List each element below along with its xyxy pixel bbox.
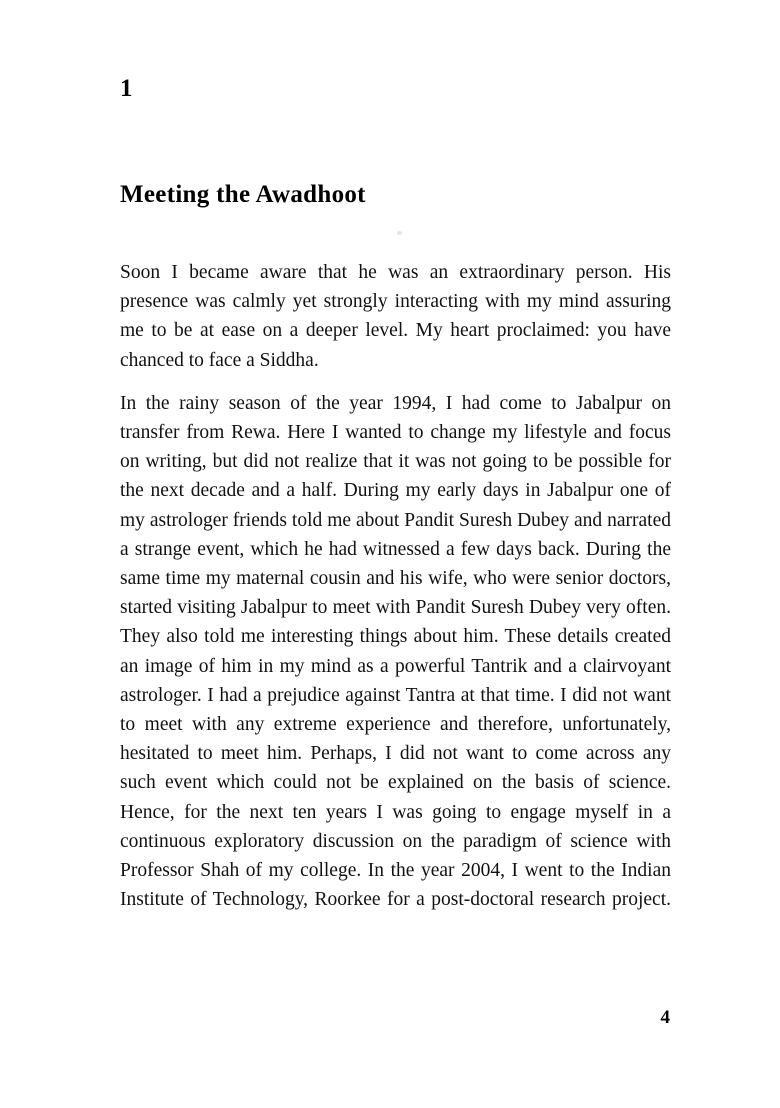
body-text (120, 258, 671, 914)
page-number: 4 (660, 1007, 670, 1028)
scan-artifact-speck (397, 231, 402, 235)
paragraph: In the rainy season of the year 1994, I had come to Jabalpur on transfer from Rewa. Here I wanted to change my lifestyle and focus on writing, but did not realize that it was not going to be possible for the next decade and a half. During my early days in Jabalpur one of my astrologer friends told me about Pandit Suresh Dubey and narrated a strange event, which he had witnessed a few days back. During the same time my maternal cousin and his wife, who were senior doctors, started visiting Jabalpur to meet with Pandit Suresh Dubey very often. They also told me interesting things about him. These details created an image of him in my mind as a powerful Tantrik and a clairvoyant astrologer. I had a prejudice against Tantra at that time. I did not want to meet with any extreme experience and therefore, unfortunately, hesitated to meet him. Perhaps, I did not want to come across any such event which could not be explained on the basis of science. Hence, for the next ten years I was going to engage myself in a continuous exploratory discussion on the paradigm of science with Professor Shah of my college. In the year 2004, I went to the Indian Institute of Technology, Roorkee for a post-doctoral research project. (120, 392, 671, 911)
chapter-number: 1 (120, 75, 133, 102)
chapter-title: Meeting the Awadhoot (120, 180, 366, 208)
paragraph: Soon I became aware that he was an extraordinary person. His presence was calmly yet strongly interacting with my mind assuring me to be at ease on a deeper level. My heart proclaimed: you have chanced to face a Siddha. (120, 262, 671, 371)
